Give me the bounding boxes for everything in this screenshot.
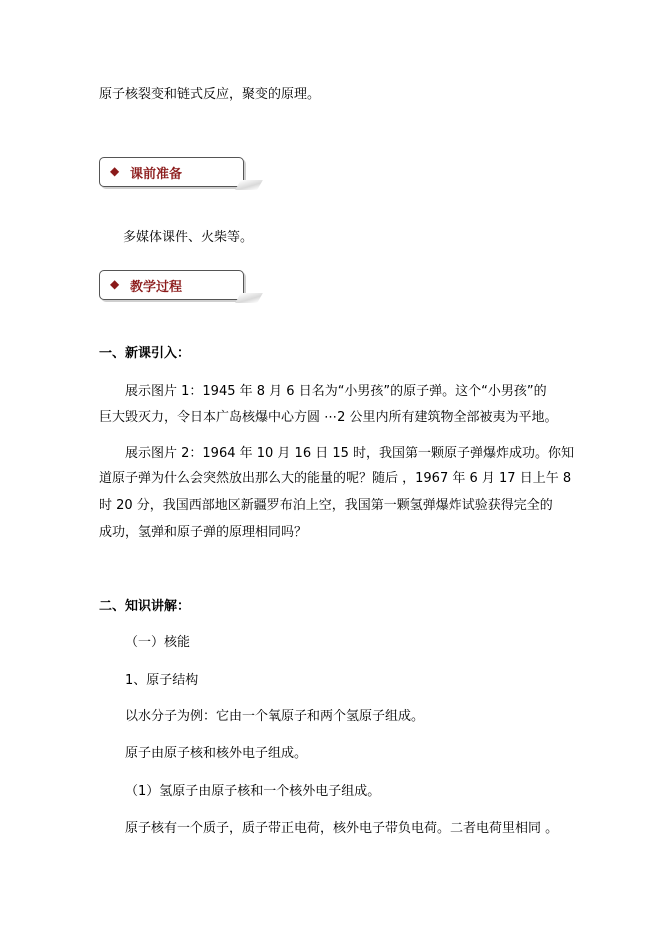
para2-line4: 成功，氢弹和原子弹的原理相同吗？ [99,525,308,540]
part1-heading: 一、新课引入： [99,346,191,361]
diamond-bullet-icon: ◆ [110,277,120,291]
section-title-prep: 课前准备 [130,167,183,182]
text-line-2: 原子由原子核和核外电子组成。 [125,746,308,761]
subheading-nuclear-energy: （一）核能 [125,635,191,650]
diamond-bullet-icon: ◆ [110,164,120,178]
section-header-process [99,270,244,300]
text-line-3: （1）氢原子由原子核和一个核外电子组成。 [125,784,381,799]
part2-heading: 二、知识讲解： [99,599,191,614]
para1-line1: 展示图片 1：1945 年 8 月 6 日名为“小男孩”的原子弹。这个“小男孩”的 [125,384,547,399]
text-line-4: 原子核有一个质子，质子带正电荷，核外电子带负电荷。二者电荷里相同 。 [125,821,559,836]
section-shadow-decoration [235,180,263,190]
section-shadow-decoration [235,293,263,303]
para2-line2: 道原子弹为什么会突然放出那么大的能量的呢？随后 ，1967 年 6 月 17 日上午 8 [99,471,572,486]
text-line-1: 以水分子为例：它由一个氧原子和两个氢原子组成。 [125,709,425,724]
para2-line3: 时 20 分，我国西部地区新疆罗布泊上空，我国第一颗氢弹爆炸试验获得完全的 [99,498,553,513]
item-atomic-structure: 1、原子结构 [125,673,199,688]
section-header-prep [99,157,244,187]
prep-text: 多媒体课件、火柴等。 [123,230,254,245]
para1-line2: 巨大毁灭力，令日本广岛核爆中心方圆 ⋯2 公里内所有建筑物全部被夷为平地。 [99,410,558,425]
section-title-process: 教学过程 [130,280,183,295]
intro-line: 原子核裂变和链式反应，聚变的原理。 [99,87,321,102]
para2-line1: 展示图片 2：1964 年 10 月 16 日 15 时，我国第一颗原子弹爆炸成功。你知 [125,446,575,461]
